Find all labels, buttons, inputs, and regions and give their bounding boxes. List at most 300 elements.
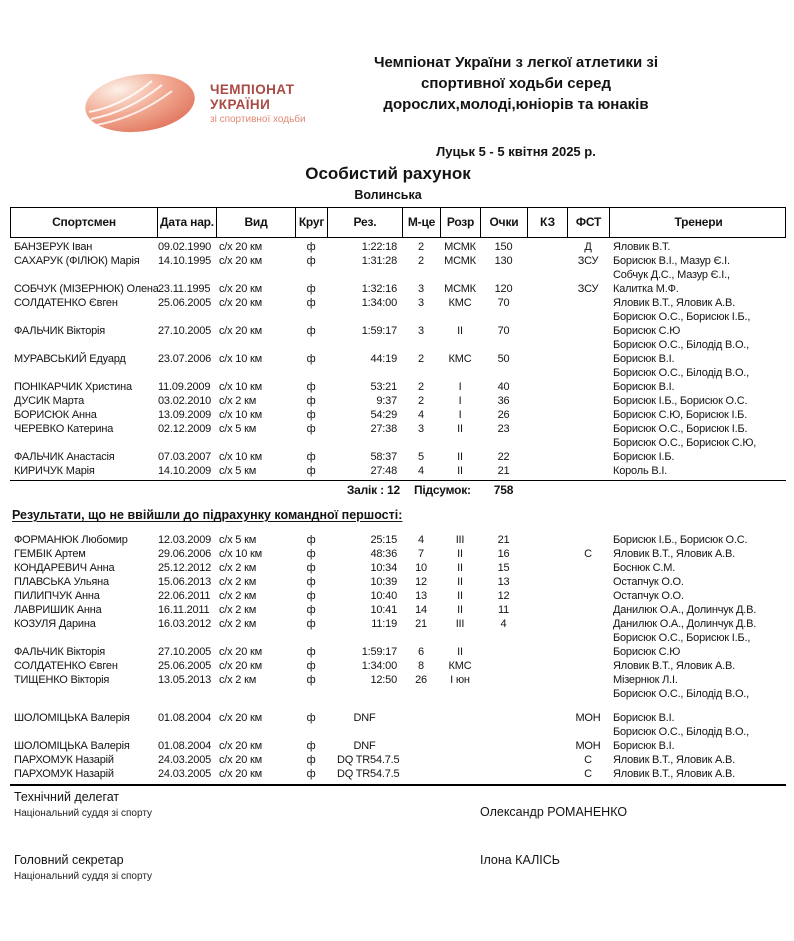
logo-title-line2: УКРАЇНИ [210,96,271,112]
cell-coaches [609,324,786,352]
cell-points: 15 [497,562,510,574]
cell-lap: ф [306,465,316,477]
cell-event: с/х 2 км [219,604,257,616]
column-header-kz: КЗ [528,208,568,237]
cell-lap: ф [306,353,316,365]
cell-place: 3 [418,423,424,435]
cell-lap: ф [306,660,316,672]
cell-rank: КМС [448,660,472,672]
cell-fst: С [584,754,592,766]
table-row [10,603,786,617]
cell-dob: 25.12.2012 [158,562,212,574]
cell-rank: КМС [448,353,472,365]
cell-lap: ф [306,423,316,435]
cell-kz [527,380,567,394]
cell-name: КОЗУЛЯ Дарина [14,618,96,630]
cell-kz [527,394,567,408]
coaches-line-1: Борисюк В.І. [613,740,675,752]
cell-rank: МСМК [444,255,476,267]
cell-rank: ІІ [457,590,463,602]
coaches-line-1: Борисюк С.Ю, Борисюк І.Б. [613,409,748,421]
cell-points: 120 [494,283,513,295]
cell-coaches [609,659,786,673]
coaches-line-2: Борисюк О.С., Борисюк С.Ю, [613,437,757,449]
cell-fst [567,645,609,659]
cell-coaches [609,575,786,589]
cell-name: ШОЛОМІЦЬКА Валерія [14,712,130,724]
cell-name: ПОНІКАРЧИК Христина [14,381,132,393]
cell-fst: С [584,548,592,560]
cell-coaches [609,711,786,739]
cell-place: 2 [418,381,424,393]
cell-lap: ф [306,241,316,253]
team-name: Волинська [354,188,422,202]
cell-coaches [609,589,786,603]
cell-result: 44:19 [370,353,397,365]
cell-name: СОЛДАТЕНКО Євген [14,297,118,309]
cell-coaches [609,739,786,753]
cell-result: 1:32:16 [361,283,397,295]
cell-lap: ф [306,562,316,574]
coaches-line-1: Яловик В.Т., Яловик А.В. [613,754,735,766]
summary-row [10,480,786,499]
coaches-line-1: Борисюк І.Б. [613,451,675,463]
table-row [10,589,786,603]
table-row [10,767,786,781]
cell-fst [567,603,609,617]
cell-result: 48:36 [370,548,397,560]
cell-rank: І [458,381,462,393]
cell-event: с/х 20 км [219,740,262,752]
official-qualification: Національний суддя зі спорту [14,808,153,819]
table-row [10,533,786,547]
cell-name: КИРИЧУК Марія [14,465,95,477]
cell-event: с/х 2 км [219,590,257,602]
cell-rank [440,711,480,739]
coaches-line-1: Яловик В.Т., Яловик А.В. [613,548,735,560]
cell-lap: ф [306,409,316,421]
cell-name: БАНЗЕРУК Іван [14,241,93,253]
cell-name: КОНДАРЕВИЧ Анна [14,562,115,574]
coaches-line-1: Борисюк І.Б., Борисюк О.С. [613,395,748,407]
cell-coaches [609,282,786,296]
column-header-lap: Круг [296,208,328,237]
cell-points [480,753,527,767]
cell-place: 10 [415,562,427,574]
table-row [10,450,786,464]
table-row [10,659,786,673]
cell-name: САХАРУК (ФІЛЮК) Марія [14,255,140,267]
cell-event: с/х 10 км [219,409,262,421]
title-line-1: Чемпіонат України з легкої атлетики зі [374,54,658,71]
cell-result: 53:21 [370,381,397,393]
cell-result: 10:41 [370,604,397,616]
cell-lap: ф [306,674,316,686]
cell-kz [527,352,567,380]
cell-result: 12:50 [370,674,397,686]
cell-lap: ф [306,548,316,560]
cell-result: DNF [353,712,376,724]
cell-name: СОЛДАТЕНКО Євген [14,660,118,672]
cell-rank: І [458,409,462,421]
cell-kz [527,645,567,659]
cell-rank: ІІ [457,465,463,477]
cell-place: 4 [418,534,424,546]
cell-fst [567,575,609,589]
document-title [318,52,714,115]
cell-result: 1:59:17 [361,646,397,658]
cell-result: 58:37 [370,451,397,463]
cell-lap: ф [306,646,316,658]
cell-event: с/х 10 км [219,353,262,365]
cell-dob: 27.10.2005 [158,646,212,658]
cell-coaches [609,767,786,781]
cell-coaches [609,603,786,617]
coaches-line-1: Остапчук О.О. [613,590,684,602]
cell-result: 25:15 [370,534,397,546]
cell-event: с/х 20 км [219,255,262,267]
cell-points: 22 [497,451,510,463]
cell-event: с/х 2 км [219,395,257,407]
cell-event: с/х 2 км [219,562,257,574]
cell-rank: ІІ [457,423,463,435]
cell-fst: МОН [575,712,601,724]
cell-place: 5 [418,451,424,463]
cell-place [402,711,440,739]
table-row [10,711,786,739]
coaches-line-1: Мізернюк Л.І. [613,674,678,686]
cell-points: 26 [497,409,510,421]
total-label: Підсумок: [414,483,471,497]
table-row [10,380,786,394]
technical-delegate-block [14,790,780,820]
cell-points [480,711,527,739]
cell-name: ФАЛЬЧИК Анастасія [14,451,115,463]
cell-place: 3 [418,325,424,337]
cell-event: с/х 20 км [219,768,262,780]
table-row [10,240,786,254]
cell-points [480,645,527,659]
cell-place: 12 [415,576,427,588]
cell-dob: 01.08.2004 [158,712,212,724]
cell-fst [567,394,609,408]
chief-secretary-block [14,853,780,883]
cell-dob: 13.09.2009 [158,409,212,421]
cell-place [402,767,440,781]
cell-event: с/х 20 км [219,712,262,724]
cell-fst [567,533,609,547]
cell-kz [527,767,567,781]
coaches-line-2: Борисюк О.С., Білодід В.О., [613,339,750,351]
title-line-3: дорослих,молоді,юніорів та юнаків [383,96,649,113]
cell-points: 13 [497,576,510,588]
coaches-line-2: Борисюк О.С., Білодід В.О., [613,688,750,700]
cell-kz [527,408,567,422]
cell-fst: С [584,768,592,780]
column-header-rank: Розр [441,208,481,237]
cell-place: 2 [418,255,424,267]
coaches-line-2: Борисюк О.С., Білодід В.О., [613,367,750,379]
cell-coaches [609,753,786,767]
cell-rank [440,739,480,753]
cell-coaches [609,464,786,478]
cell-fst: ЗСУ [577,283,599,295]
cell-result: 11:19 [371,618,397,630]
cell-dob: 03.02.2010 [158,395,212,407]
coaches-line-1: Данилюк О.А., Долинчук Д.В. [613,604,757,616]
cell-fst [567,380,609,394]
cell-dob: 25.06.2005 [158,660,212,672]
cell-place: 2 [418,353,424,365]
cell-place: 8 [418,660,424,672]
cell-lap: ф [306,283,316,295]
cell-kz [527,589,567,603]
cell-points: 150 [494,241,513,253]
cell-place: 3 [418,297,424,309]
cell-event: с/х 20 км [219,241,262,253]
cell-rank: ІІ [457,451,463,463]
logo-subtitle: зі спортивної ходьби [210,113,306,125]
cell-kz [527,422,567,450]
official-role: Головний секретар [14,853,124,867]
cell-place: 3 [418,283,424,295]
cell-rank: ІІ [457,562,463,574]
cell-dob: 16.03.2012 [158,618,212,630]
cell-place: 7 [418,548,424,560]
coaches-line-2: Борисюк О.С., Білодід В.О., [613,726,750,738]
cell-coaches [609,408,786,422]
cell-lap: ф [306,255,316,267]
cell-result: 1:34:00 [361,297,397,309]
cell-place [402,753,440,767]
signature-footer [14,790,780,883]
cell-lap: ф [306,451,316,463]
cell-name: ПЛАВСЬКА Ульяна [14,576,109,588]
row-spacer [10,701,786,711]
cell-coaches [609,547,786,561]
cell-event: с/х 20 км [219,660,262,672]
section2-title: Результати, що не ввійшли до підрахунку командної першості: [12,508,403,522]
cell-lap: ф [306,576,316,588]
cell-rank: ІІ [457,576,463,588]
cell-kz [527,296,567,324]
cell-points: 70 [497,297,510,309]
cell-place: 6 [418,646,424,658]
cell-lap: ф [306,325,316,337]
cell-dob: 14.10.1995 [158,255,212,267]
cell-rank: ІІ [457,646,463,658]
cell-fst [567,450,609,464]
zalik-count: Залік : 12 [346,483,400,497]
column-header-dob: Дата нар. [158,208,217,237]
cell-points: 12 [497,590,510,602]
cell-dob: 01.08.2004 [158,740,212,752]
coaches-line-1: Боснюк С.М. [613,562,676,574]
cell-result: 27:48 [370,465,397,477]
table-body-non-scoring [10,531,786,781]
cell-fst: ЗСУ [577,255,599,267]
coaches-line-1: Борисюк І.Б., Борисюк О.С. [613,534,748,546]
coaches-line-1: Яловик В.Т. [613,241,671,253]
cell-lap: ф [306,590,316,602]
event-place-date: Луцьк 5 - 5 квітня 2025 р. [436,144,596,159]
cell-dob: 11.09.2009 [158,381,211,393]
cell-kz [527,450,567,464]
cell-result: DNF [353,740,376,752]
table-row [10,394,786,408]
table-body-team-scoring [10,238,786,478]
cell-fst [567,659,609,673]
cell-kz [527,739,567,753]
table-row [10,408,786,422]
column-header-fst: ФСТ [568,208,610,237]
official-name: Олександр РОМАНЕНКО [480,805,628,819]
bottom-rule [10,784,786,786]
table-row [10,739,786,753]
cell-result: 1:59:17 [361,325,397,337]
official-qualification: Національний суддя зі спорту [14,871,153,882]
coaches-line-2: Борисюк О.С., Борисюк І.Б., [613,311,751,323]
cell-name: ЛАВРИШИК Анна [14,604,102,616]
cell-name: ПИЛИПЧУК Анна [14,590,100,602]
cell-lap: ф [306,534,316,546]
cell-fst: МОН [575,740,601,752]
cell-event: с/х 2 км [219,576,257,588]
cell-event: с/х 2 км [219,674,257,686]
cell-name: БОРИСЮК Анна [14,409,97,421]
cell-kz [527,533,567,547]
coaches-line-2: Борисюк О.С., Борисюк І.Б., [613,632,751,644]
coaches-line-1: Яловик В.Т., Яловик А.В. [613,768,735,780]
cell-fst [567,561,609,575]
cell-kz [527,575,567,589]
cell-name: ФОРМАНЮК Любомир [14,534,128,546]
cell-kz [527,282,567,296]
cell-rank: МСМК [444,283,476,295]
cell-dob: 15.06.2013 [158,576,212,588]
cell-place: 4 [418,465,424,477]
table-row [10,324,786,352]
cell-points: 70 [497,325,510,337]
cell-name: ЧЕРЕВКО Катерина [14,423,114,435]
cell-points [480,739,527,753]
cell-fst [567,464,609,478]
column-header-place: М-це [403,208,441,237]
cell-event: с/х 20 км [219,297,262,309]
cell-lap: ф [306,740,316,752]
table-row [10,296,786,324]
table-row [10,422,786,450]
cell-event: с/х 20 км [219,325,262,337]
cell-dob: 02.12.2009 [158,423,212,435]
cell-name: ФАЛЬЧИК Вікторія [14,325,106,337]
cell-event: с/х 5 км [219,534,257,546]
cell-event: с/х 20 км [219,754,262,766]
cell-fst: Д [584,241,592,253]
cell-name: ПАРХОМУК Назарій [14,754,114,766]
cell-place: 13 [415,590,427,602]
table-row [10,547,786,561]
cell-coaches [609,673,786,701]
cell-kz [527,324,567,352]
coaches-line-1: Данилюк О.А., Долинчук Д.В. [613,618,757,630]
cell-points: 23 [497,423,510,435]
column-header-result: Рез. [328,208,403,237]
cell-place: 14 [415,604,427,616]
cell-coaches [609,422,786,450]
cell-points: 36 [497,395,510,407]
cell-points [480,673,527,701]
column-header-athlete: Спортсмен [11,208,158,237]
cell-rank: ІІІ [455,534,465,546]
cell-dob: 12.03.2009 [158,534,212,546]
cell-coaches [609,645,786,659]
table-row [10,561,786,575]
cell-rank: ІІ [457,548,463,560]
cell-name: МУРАВСЬКИЙ Едуард [14,353,126,365]
table-row [10,464,786,478]
cell-name: ДУСИК Марта [14,395,84,407]
cell-place: 2 [418,395,424,407]
cell-place: 26 [415,674,427,686]
coaches-line-2: Собчук Д.С., Мазур Є.І., [613,269,730,281]
report-title: Особистий рахунок [305,164,471,183]
coaches-line-1: Яловик В.Т., Яловик А.В. [613,297,735,309]
cell-result: DQ TR54.7.5 [337,768,400,780]
cell-result: 27:38 [370,423,397,435]
cell-dob: 14.10.2009 [158,465,212,477]
cell-points: 50 [497,353,510,365]
coaches-line-1: Яловик В.Т., Яловик А.В. [613,660,735,672]
cell-rank: ІІ [457,604,463,616]
cell-coaches [609,352,786,380]
cell-dob: 23.07.2006 [158,353,212,365]
table-row [10,673,786,701]
cell-event: с/х 10 км [219,451,262,463]
cell-points: 11 [497,604,510,616]
cell-event: с/х 20 км [219,646,262,658]
cell-lap: ф [306,297,316,309]
cell-result: 10:40 [370,590,397,602]
table-row [10,645,786,659]
cell-lap: ф [306,618,316,630]
coaches-line-1: Король В.І. [613,465,668,477]
cell-points: 40 [497,381,510,393]
cell-coaches [609,240,786,254]
cell-result: 54:29 [370,409,397,421]
logo-text [210,82,306,125]
table-row [10,352,786,380]
cell-lap: ф [306,395,316,407]
table-row [10,617,786,645]
cell-coaches [609,296,786,324]
cell-result: DQ TR54.7.5 [337,754,400,766]
cell-name: ПАРХОМУК Назарій [14,768,114,780]
cell-result: 9:37 [376,395,397,407]
cell-coaches [609,533,786,547]
cell-name: СОБЧУК (МІЗЕРНЮК) Олена [14,283,159,295]
cell-event: с/х 10 км [219,548,262,560]
cell-points [480,767,527,781]
cell-kz [527,617,567,645]
cell-event: с/х 5 км [219,423,257,435]
coaches-line-1: Борисюк В.І. [613,353,675,365]
cell-kz [527,254,567,282]
cell-fst [567,408,609,422]
cell-dob: 09.02.1990 [158,241,212,253]
cell-kz [527,659,567,673]
cell-coaches [609,254,786,282]
